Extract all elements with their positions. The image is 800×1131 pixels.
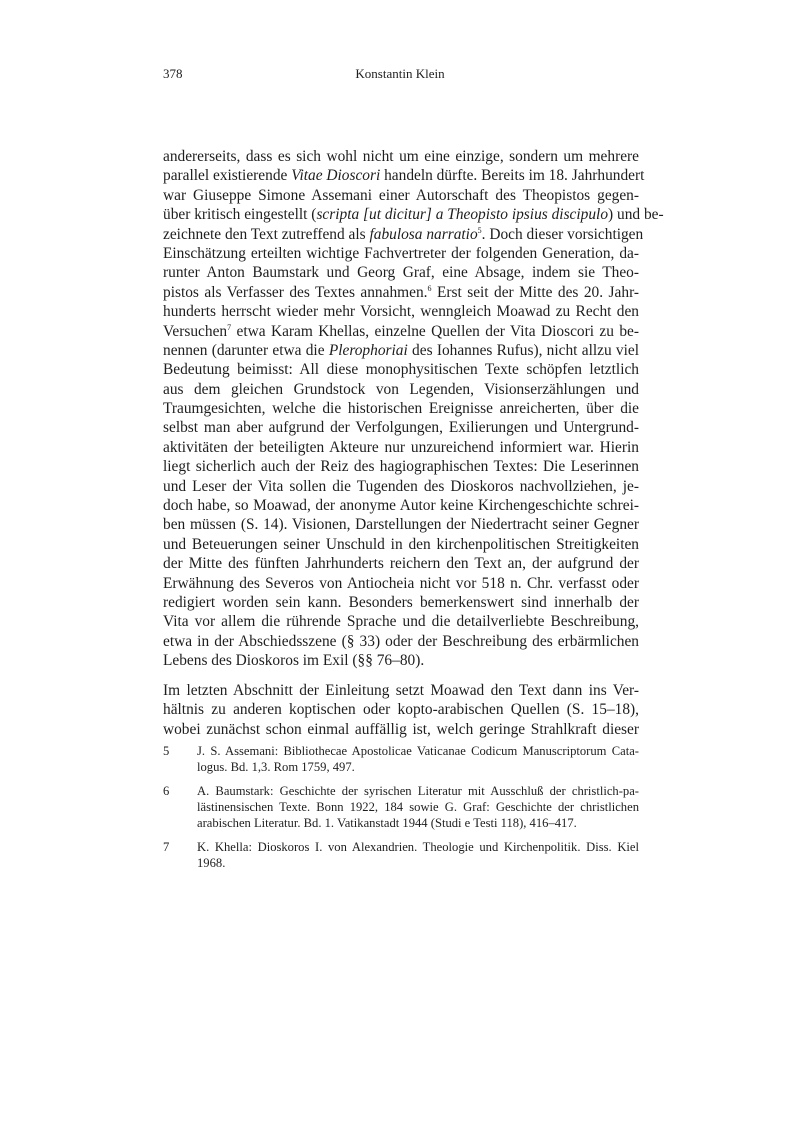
footnote [163, 839, 639, 871]
footnote-number: 5 [163, 744, 170, 758]
footnote-number: 6 [163, 784, 170, 798]
text-run: andererseits, dass es sich wohl nicht um eine einzige, sondern um mehrere [163, 148, 639, 165]
text-run: liegt sicherlich auch der Reiz des hagiographischen Textes: Die Leserinnen [163, 458, 639, 476]
footnote [163, 783, 639, 832]
text-line [163, 700, 639, 719]
footnote [163, 743, 639, 775]
text-line [163, 205, 664, 224]
text-run: runter Anton Baumstark und Georg Graf, eine Absage, indem sie Theo- [163, 264, 639, 282]
text-line [197, 855, 639, 871]
text-line [163, 496, 639, 515]
text-run: Erwähnung des Severos von Antiocheia nicht vor 518 n. Chr. verfasst oder [163, 574, 639, 592]
text-run: des Iohannes Rufus), nicht allzu viel [407, 341, 639, 359]
text-run: J. S. Assemani: Bibliothecae Apostolicae Vaticanae Codicum Manuscriptorum Cata- [197, 744, 639, 758]
text-line [163, 244, 639, 263]
text-run: K. Khella: Dioskoros I. von Alexandrien. Theologie und Kirchenpolitik. Diss. Kiel [197, 840, 639, 854]
running-head: Konstantin Klein [355, 66, 445, 81]
text-run: wobei zunächst schon einmal auffällig ist, welch geringe Strahlkraft dieser [163, 720, 639, 738]
footnote-text [197, 839, 639, 871]
text-run: hunderts herrscht wieder mehr Vorsicht, wenngleich Moawad zu Recht den [163, 303, 639, 321]
italic-text: fabulosa narratio [369, 225, 478, 243]
text-run: zeichnete den Text zutreffend als [163, 225, 370, 243]
text-run: arabischen Literatur. Bd. 1. Vatikanstadt 1944 (Studi e Testi 118), 416–417. [197, 816, 577, 831]
text-line [163, 457, 639, 476]
text-run: parallel existierende [163, 167, 292, 185]
text-run: logus. Bd. 1,3. Rom 1759, 497. [197, 760, 355, 775]
text-run: handeln dürfte. Bereits im 18. Jahrhundert [380, 167, 645, 185]
text-run: hältnis zu anderen koptischen oder kopto-arabischen Quellen (S. 15–18), [163, 701, 639, 719]
text-run: und Beteuerungen seiner Unschuld in den kirchenpolitischen Streitigkeiten [163, 535, 639, 553]
text-run: doch habe, so Moawad, der anonyme Autor keine Kirchengeschichte schrei- [163, 497, 639, 515]
text-line [163, 720, 639, 739]
text-run: Lebens des Dioskoros im Exil (§§ 76–80). [163, 652, 425, 670]
body-paragraph [163, 681, 639, 739]
text-line [163, 302, 639, 321]
page-number: 378 [163, 66, 183, 81]
text-line [163, 515, 639, 534]
text-line [197, 759, 639, 775]
text-line [163, 418, 639, 437]
text-run: selbst man aber aufgrund der Verfolgungen, Exilierungen und Untergrund- [163, 419, 639, 437]
text-line [163, 554, 639, 573]
text-line [163, 341, 639, 360]
text-line [163, 360, 639, 379]
text-run: 1968. [197, 856, 226, 871]
text-run: Einschätzung erteilten wichtige Fachvertreter der folgenden Generation, da- [163, 244, 639, 262]
text-line [197, 839, 639, 855]
text-run: und Leser der Vita sollen die Tugenden des Dioskoros nachvollziehen, je- [163, 477, 639, 495]
text-run: Traumgesichten, welche die historischen Ereignisse anreicherten, über die [163, 400, 639, 418]
text-line [163, 399, 639, 418]
text-run: aus dem gleichen Grundstock von Legenden, Visionserzählungen und [163, 380, 639, 398]
text-run: ) und be- [608, 206, 664, 224]
text-run: Versuchen [163, 322, 228, 340]
text-line [197, 815, 639, 831]
text-line [163, 147, 639, 166]
text-line [163, 681, 639, 700]
text-run: . Doch dieser vorsichtigen [481, 225, 644, 243]
text-run: Erst seit der Mitte des 20. Jahr- [431, 283, 640, 301]
text-line [163, 535, 639, 554]
italic-text: Vitae Dioscori [291, 167, 381, 185]
text-line [163, 380, 639, 399]
text-run: etwa in der Abschiedsszene (§ 33) oder der Beschreibung des erbärmlichen [163, 632, 639, 650]
text-run: lästinensischen Texte. Bonn 1922, 184 sowie G. Graf: Geschichte der christlichen [197, 800, 639, 815]
text-run: der Mitte des fünften Jahrhunderts reichern den Text an, der aufgrund der [163, 555, 639, 573]
text-line [163, 593, 639, 612]
text-line [163, 322, 639, 341]
text-run: war Giuseppe Simone Assemani einer Autorschaft des Theopistos gegen- [163, 186, 639, 204]
footnote-text [197, 783, 639, 832]
text-line [163, 612, 639, 631]
text-line [163, 166, 645, 185]
footnote-number: 7 [163, 840, 170, 854]
text-run: ben müssen (S. 14). Visionen, Darstellungen der Niedertracht seiner Gegner [163, 516, 639, 534]
text-line [163, 574, 639, 593]
text-line [197, 783, 639, 799]
text-run: etwa Karam Khellas, einzelne Quellen der Vita Dioscori zu be- [231, 322, 639, 340]
footnote-text [197, 743, 639, 775]
footnote-reference: 5 [477, 225, 482, 235]
footnote-reference: 6 [427, 283, 432, 293]
text-run: redigiert worden sein kann. Besonders bemerkenswert sind innerhalb der [163, 593, 639, 611]
text-line [163, 438, 639, 457]
text-run: A. Baumstark: Geschichte der syrischen Literatur mit Ausschluß der christlich-pa- [197, 784, 639, 798]
text-run: Vita vor allem die rührende Sprache und die detailverliebte Beschreibung, [163, 613, 639, 631]
text-run: Bedeutung beimisst: All diese monophysitischen Texte schöpfen letztlich [163, 361, 639, 379]
text-run: aktivitäten der beteiligten Akteure nur unzureichend informiert war. Hierin [163, 438, 639, 456]
text-run: nennen (darunter etwa die [163, 341, 329, 359]
text-line [163, 632, 639, 651]
text-line [163, 651, 639, 670]
text-run: über kritisch eingestellt ( [163, 206, 317, 224]
text-run: pistos als Verfasser des Textes annahmen. [163, 283, 428, 301]
text-run: Im letzten Abschnitt der Einleitung setzt Moawad den Text dann ins Ver- [163, 682, 639, 699]
body-paragraph [163, 147, 664, 671]
text-line [163, 283, 639, 302]
text-line [197, 743, 639, 759]
text-line [163, 263, 639, 282]
italic-text: scripta [ut dicitur] a Theopisto ipsius discipulo [316, 206, 609, 224]
text-line [163, 186, 639, 205]
italic-text: Plerophoriai [328, 341, 408, 359]
text-line [163, 225, 644, 244]
text-line [197, 799, 639, 815]
footnote-reference: 7 [227, 322, 232, 332]
text-line [163, 477, 639, 496]
